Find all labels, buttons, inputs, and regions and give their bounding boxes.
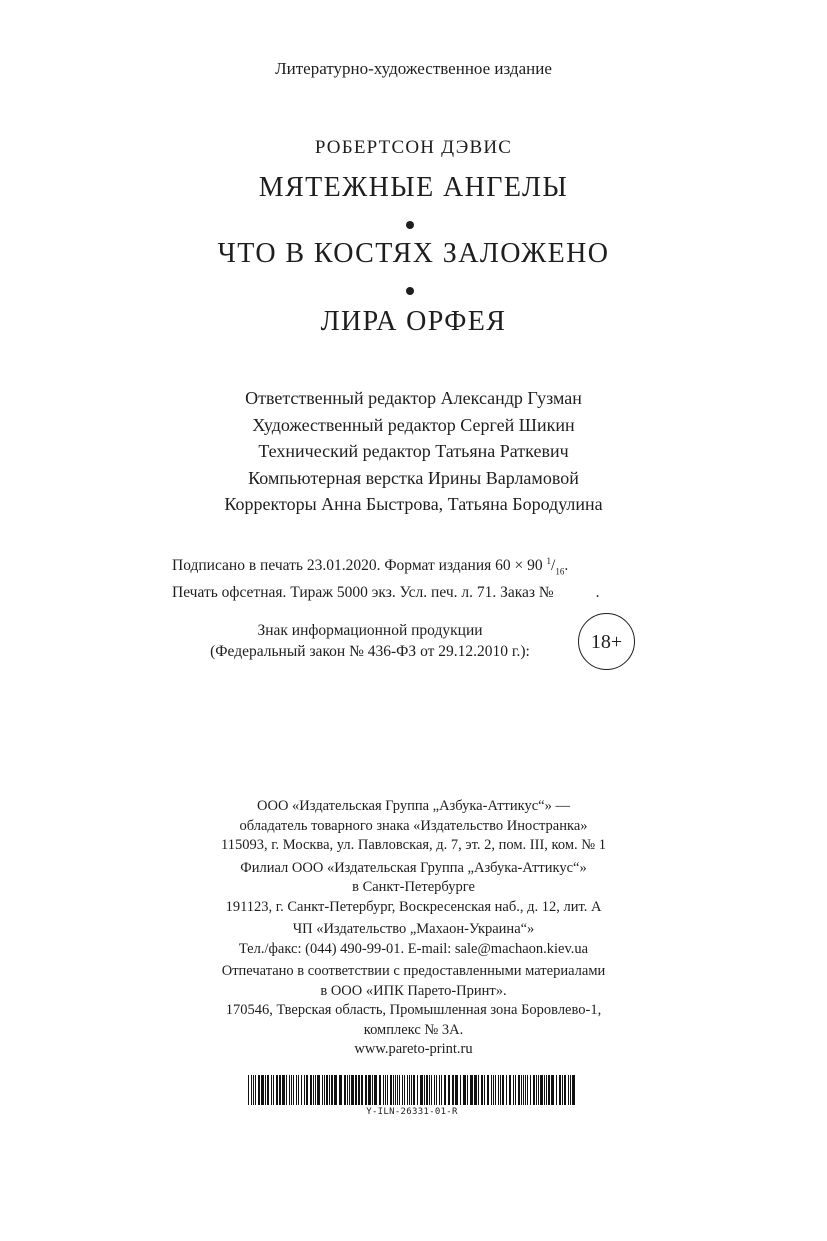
barcode-bar	[267, 1075, 269, 1105]
barcode-bar	[365, 1075, 367, 1105]
barcode-bar	[525, 1075, 526, 1105]
barcode-bar	[344, 1075, 346, 1105]
barcode-bar	[500, 1075, 501, 1105]
barcode-bar	[424, 1075, 425, 1105]
publisher-line: Филиал ООО «Издательская Группа „Азбука-Аттикус“»	[240, 859, 587, 876]
barcode-bar	[258, 1075, 260, 1105]
barcode-bar	[444, 1075, 446, 1105]
barcode-bar	[556, 1075, 557, 1105]
barcode-bar	[495, 1075, 496, 1105]
barcode-bar	[372, 1075, 373, 1105]
info-sign-line-1: Знак информационной продукции	[257, 622, 483, 639]
publisher-url: www.pareto-print.ru	[354, 1041, 473, 1057]
barcode-bar	[546, 1075, 547, 1105]
bullet-separator	[406, 287, 414, 295]
publisher-line: в Санкт-Петербурге	[352, 879, 475, 895]
publisher-line: комплекс № 3А.	[363, 1021, 464, 1038]
barcode-bar	[282, 1075, 285, 1105]
book-title-1: МЯТЕЖНЫЕ АНГЕЛЫ	[258, 172, 569, 203]
credit-line: Корректоры Анна Быстрова, Татьяна Бородулина	[224, 494, 603, 514]
publisher-line: Тел./факс: (044) 490-99-01. E-mail: sale@machaon.kiev.ua	[238, 940, 589, 957]
barcode-bar	[358, 1075, 360, 1105]
barcode-bar	[463, 1075, 466, 1105]
barcode-bar	[304, 1075, 305, 1105]
barcode-bar	[289, 1075, 290, 1105]
print-info	[172, 550, 652, 604]
barcode-bar	[493, 1075, 494, 1105]
barcode-bar	[291, 1075, 292, 1105]
barcode-bar	[521, 1075, 522, 1105]
barcode-bar	[439, 1075, 440, 1105]
print-line-2-end: .	[595, 584, 600, 602]
barcode-bar	[455, 1075, 458, 1105]
info-sign-text	[170, 620, 570, 662]
barcode-bar	[347, 1075, 348, 1105]
barcode-bar	[361, 1075, 363, 1105]
print-run-text: Печать офсетная. Тираж 5000 экз. Усл. печ. л. 71. Заказ №	[172, 584, 554, 602]
barcode-bar	[368, 1075, 371, 1105]
barcode-bar	[417, 1075, 418, 1105]
barcode-bar	[411, 1075, 412, 1105]
bullet-separator	[406, 221, 414, 229]
barcode-bar	[536, 1075, 537, 1105]
barcode-bar	[518, 1075, 520, 1105]
barcode-bar	[564, 1075, 566, 1105]
barcode-bar	[436, 1075, 437, 1105]
barcode-bar	[310, 1075, 312, 1105]
barcode-bar	[276, 1075, 278, 1105]
barcode-bar	[548, 1075, 550, 1105]
barcode-bar	[404, 1075, 405, 1105]
barcode-bar	[279, 1075, 281, 1105]
barcode-bar	[301, 1075, 302, 1105]
credit-line: Технический редактор Татьяна Раткевич	[258, 441, 569, 461]
barcode-bar	[452, 1075, 454, 1105]
barcode-bar	[255, 1075, 256, 1105]
barcode-bar	[395, 1075, 396, 1105]
fraction-denominator: 16	[555, 566, 565, 577]
barcode-bar	[390, 1075, 392, 1105]
barcode-bar	[306, 1075, 308, 1105]
book-title-2: ЧТО В КОСТЯХ ЗАЛОЖЕНО	[217, 238, 610, 269]
barcode-bar	[293, 1075, 294, 1105]
barcode-bar	[261, 1075, 264, 1105]
barcode-bar	[253, 1075, 254, 1105]
barcode-bar	[351, 1075, 354, 1105]
barcode-bar	[572, 1075, 575, 1105]
barcode-bar	[271, 1075, 272, 1105]
barcode-bar	[334, 1075, 337, 1105]
genre-label: Литературно-художественное издание	[275, 59, 552, 78]
book-title-3: ЛИРА ОРФЕЯ	[320, 306, 507, 337]
barcode-bar	[349, 1075, 350, 1105]
barcode-bar	[527, 1075, 528, 1105]
barcode-bar	[387, 1075, 388, 1105]
print-format-text: Подписано в печать 23.01.2020. Формат издания 60 × 90	[172, 557, 543, 575]
barcode-bar	[487, 1075, 489, 1105]
barcode-bar	[374, 1075, 377, 1105]
barcode-bar	[460, 1075, 461, 1105]
barcode-bar	[402, 1075, 403, 1105]
barcode-bar	[322, 1075, 323, 1105]
barcode-bar	[413, 1075, 415, 1105]
barcode-bar	[568, 1075, 569, 1105]
publisher-line: в ООО «ИПК Парето-Принт».	[320, 982, 507, 999]
age-rating-badge: 18+	[578, 613, 635, 670]
barcode-text: Y-ILN-26331-01-R	[366, 1107, 458, 1117]
barcode-bar	[478, 1075, 479, 1105]
barcode-bar	[409, 1075, 410, 1105]
publisher-line: ЧП «Издательство „Махаон-Украина“»	[292, 921, 535, 937]
barcode-bar	[355, 1075, 357, 1105]
barcode-bar	[426, 1075, 428, 1105]
barcode-bar	[484, 1075, 485, 1105]
barcode-bar	[570, 1075, 571, 1105]
barcode-bar	[313, 1075, 314, 1105]
publisher-line: 170546, Тверская область, Промышленная зона Боровлево-1,	[225, 1002, 602, 1018]
barcode-bar	[448, 1075, 450, 1105]
barcode-bar	[329, 1075, 330, 1105]
barcode-bar	[420, 1075, 423, 1105]
barcode-bar	[506, 1075, 507, 1105]
barcode-bar	[298, 1075, 299, 1105]
barcode-bar	[515, 1075, 516, 1105]
publisher-line: обладатель товарного знака «Издательство Иностранка»	[239, 817, 588, 834]
barcode-bar	[481, 1075, 483, 1105]
publisher-info	[0, 797, 827, 1060]
credit-line: Ответственный редактор Александр Гузман	[245, 388, 582, 408]
barcode-bar	[523, 1075, 524, 1105]
barcode-bar	[331, 1075, 333, 1105]
barcode-bar	[502, 1075, 504, 1105]
barcode-bar	[379, 1075, 381, 1105]
barcode-bar	[509, 1075, 511, 1105]
barcode-bar	[498, 1075, 499, 1105]
credit-line: Художественный редактор Сергей Шикин	[252, 414, 575, 435]
credits-block	[0, 385, 827, 518]
barcode-bar	[324, 1075, 325, 1105]
barcode-bar	[407, 1075, 408, 1105]
barcode-bar	[326, 1075, 328, 1105]
barcode-bar	[315, 1075, 316, 1105]
barcode-bar	[296, 1075, 297, 1105]
print-info-line-2	[172, 582, 652, 604]
barcode-bar	[286, 1075, 287, 1105]
barcode-bar	[470, 1075, 473, 1105]
publisher-line: ООО «Издательская Группа „Азбука-Аттикус“» —	[257, 798, 570, 814]
print-info-line-1: Подписано в печать 23.01.2020. Формат издания 60 × 90 $^1/_{16}$.	[172, 556, 569, 577]
publisher-line: Отпечатано в соответствии с предоставленными материалами	[221, 963, 606, 979]
barcode-bar	[513, 1075, 514, 1105]
barcode-bar	[431, 1075, 432, 1105]
barcode-bar	[385, 1075, 386, 1105]
print-line-1-end: .	[564, 557, 569, 575]
barcode-bar	[399, 1075, 400, 1105]
barcode-bar	[533, 1075, 535, 1105]
fraction-numerator: 1	[546, 556, 552, 566]
barcode-bar	[317, 1075, 320, 1105]
author-name: РОБЕРТСОН ДЭВИС	[314, 137, 513, 158]
barcode-bar	[273, 1075, 274, 1105]
barcode-bar	[383, 1075, 384, 1105]
barcode-bar	[251, 1075, 252, 1105]
barcode-bar	[397, 1075, 398, 1105]
barcode-bar	[441, 1075, 442, 1105]
barcode-graphic	[248, 1075, 576, 1105]
barcode-bar	[544, 1075, 545, 1105]
publisher-line: 115093, г. Москва, ул. Павловская, д. 7, эт. 2, пом. III, ком. № 1	[221, 837, 606, 853]
barcode-bar	[562, 1075, 563, 1105]
barcode-bar	[248, 1075, 249, 1105]
barcode-bar	[434, 1075, 435, 1105]
barcode-bar	[559, 1075, 561, 1105]
barcode-bar	[429, 1075, 430, 1105]
barcode-bar	[538, 1075, 539, 1105]
barcode-bar	[551, 1075, 554, 1105]
barcode-bar	[530, 1075, 531, 1105]
publisher-line: 191123, г. Санкт-Петербург, Воскресенская наб., д. 12, лит. А	[225, 898, 602, 915]
barcode-bar	[474, 1075, 477, 1105]
info-sign-line-2: (Федеральный закон № 436-ФЗ от 29.12.2010 г.):	[210, 643, 530, 660]
barcode-bar	[467, 1075, 468, 1105]
barcode-bar	[540, 1075, 543, 1105]
barcode-bar	[393, 1075, 394, 1105]
barcode-bar	[491, 1075, 492, 1105]
barcode-bar	[339, 1075, 342, 1105]
barcode-bar	[265, 1075, 266, 1105]
credit-line: Компьютерная верстка Ирины Варламовой	[248, 467, 579, 488]
